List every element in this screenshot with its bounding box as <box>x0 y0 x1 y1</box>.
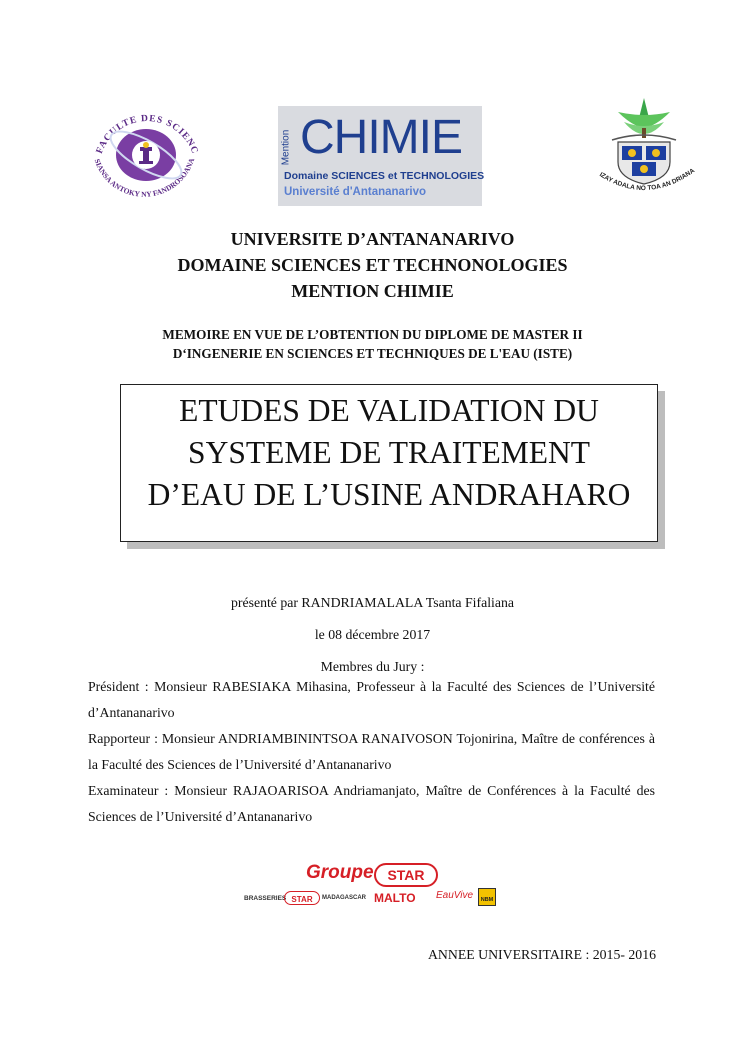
mention-name: MENTION CHIMIE <box>291 281 454 301</box>
madagascar-label: MADAGASCAR <box>322 895 366 901</box>
thesis-title-box <box>120 384 658 542</box>
university-header <box>0 226 745 304</box>
presented-by: présenté par RANDRIAMALALA Tsanta Fifaliana <box>230 595 515 610</box>
groupe-label: Groupe <box>306 862 374 883</box>
faculty-ring-bottom-text: SIANSA ANTOKY NY FANDROSOANA <box>92 156 197 199</box>
university-emblem-logo <box>578 90 710 206</box>
star-small-badge <box>284 891 320 905</box>
groupe-star-logo <box>240 860 500 912</box>
star-small-label: STAR <box>291 895 313 904</box>
brasseries-label: BRASSERIES <box>244 895 287 902</box>
star-label: STAR <box>387 867 425 883</box>
university-motto-text: IZAY ADALA NO TOA AN DRIANA <box>598 167 697 193</box>
eauvive-label: EauVive <box>436 890 474 901</box>
academic-year: ANNEE UNIVERSITAIRE : 2015- 2016 <box>427 947 656 962</box>
chimie-logo <box>278 106 485 206</box>
domain-name: DOMAINE SCIENCES ET TECHNONOLOGIES <box>177 255 568 275</box>
faculty-of-sciences-logo <box>80 100 210 200</box>
jury-examinateur: Examinateur : Monsieur RAJAOARISOA Andriamanjato, Maître de Conférences à la Faculté des Sciences de l’Université d’Antananarivo <box>88 783 655 824</box>
nbm-label: NBM <box>480 897 494 903</box>
chimie-domain-line: Domaine SCIENCES et TECHNOLOGIES <box>284 170 485 182</box>
title-line-2: SYSTEME DE TRAITEMENT <box>188 435 590 470</box>
memoire-line-2: D‘INGENERIE EN SCIENCES ET TECHNIQUES DE L'EAU (ISTE) <box>172 346 573 361</box>
jury-list <box>88 674 655 830</box>
malto-label: MALTO <box>374 891 416 905</box>
chimie-wordmark: CHIMIE <box>300 111 462 164</box>
jury-rapporteur: Rapporteur : Monsieur ANDRIAMBININTSOA RANAIVOSON Tojonirina, Maître de conférences à la Faculté des Sciences de l’Université d’Antananarivo <box>88 731 655 772</box>
thesis-title <box>121 385 657 516</box>
faculty-ring-top-text: FACULTE DES SCIENC <box>94 113 200 156</box>
defense-date: le 08 décembre 2017 <box>314 627 431 642</box>
nbm-badge <box>478 888 496 906</box>
star-badge <box>374 863 438 887</box>
memoire-subtitle <box>0 325 745 363</box>
university-crest-icon <box>578 90 710 206</box>
jury-president: Président : Monsieur RABESIAKA Mihasina, Professeur à la Faculté des Sciences de l’Université d’Antananarivo <box>88 679 655 720</box>
title-line-3: D’EAU DE L’USINE ANDRAHARO <box>147 477 631 512</box>
faculty-emblem-icon <box>80 100 210 200</box>
chimie-side-label: Mention <box>280 129 292 166</box>
title-line-1: ETUDES DE VALIDATION DU <box>179 393 599 428</box>
jury-heading: Membres du Jury : <box>320 659 425 674</box>
university-name: UNIVERSITE D’ANTANANARIVO <box>230 229 515 249</box>
chimie-university-line: Université d'Antananarivo <box>284 186 427 198</box>
memoire-line-1: MEMOIRE EN VUE DE L’OBTENTION DU DIPLOME DE MASTER II <box>162 327 583 342</box>
